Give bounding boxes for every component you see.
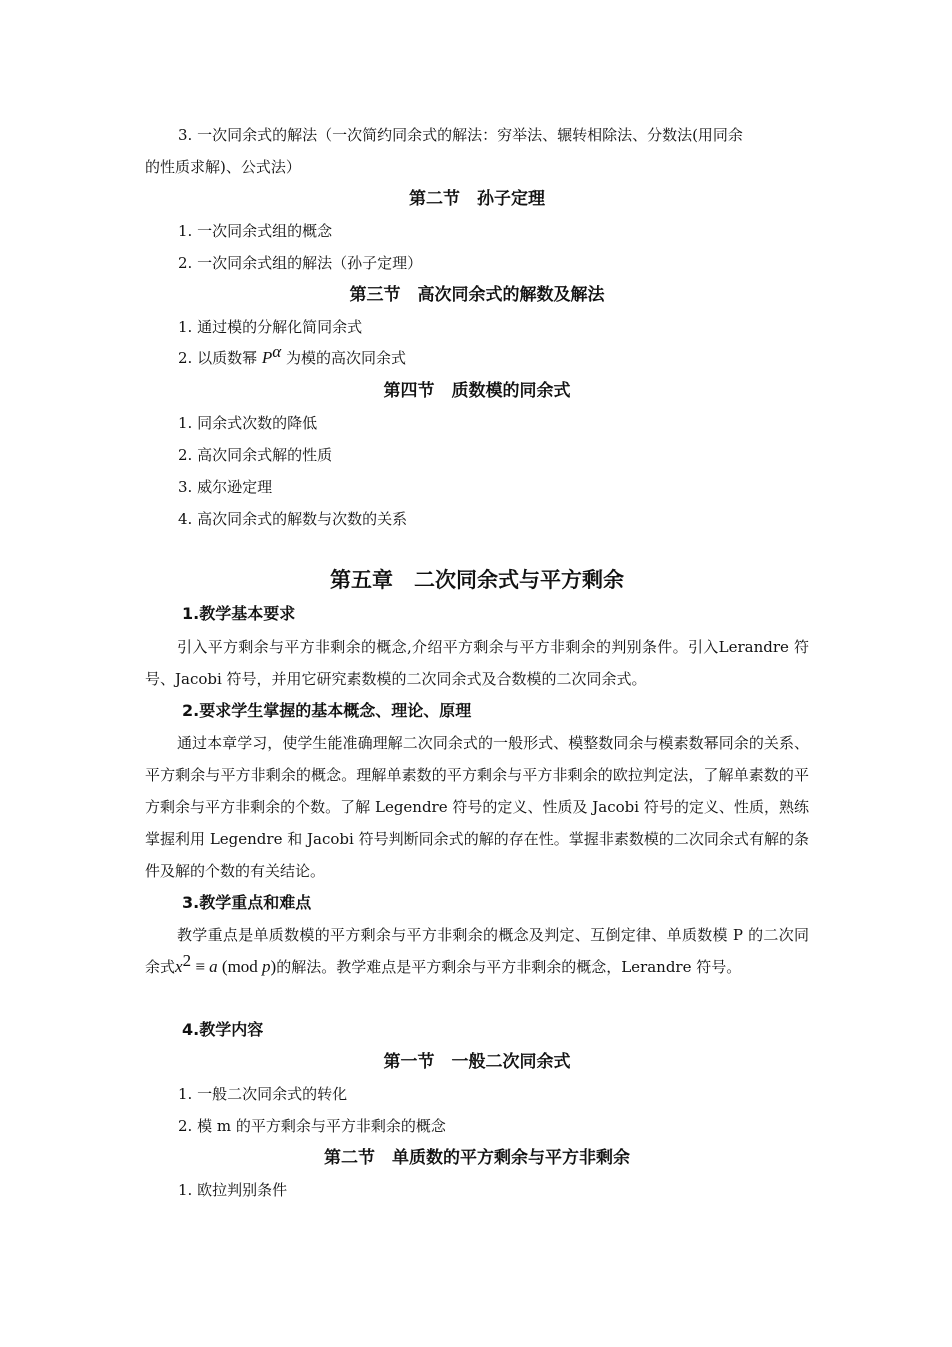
ch4-sec4-item-2: 2. 高次同余式解的性质 xyxy=(178,446,333,464)
ch4-section3-title: 第三节 高次同余式的解数及解法 xyxy=(349,285,605,305)
formula-p: p xyxy=(262,957,271,976)
ch5-sec2-item-1: 1. 欧拉判别条件 xyxy=(178,1181,288,1199)
ch5-heading-4: 4.教学内容 xyxy=(182,1020,264,1039)
formula-congruent: ≡ xyxy=(191,957,210,976)
formula-close-paren: ) xyxy=(270,957,277,976)
ch4-sec2-item-1: 1. 一次同余式组的概念 xyxy=(178,222,333,240)
formula-alpha-exponent: α xyxy=(272,342,282,361)
ch5-sec1-item-1: 1. 一般二次同余式的转化 xyxy=(178,1085,348,1103)
ch4-item3-line1: 3. 一次同余式的解法（一次简约同余式的解法：穷举法、辗转相除法、分数法(用同余 xyxy=(178,126,743,144)
ch5-paragraph-2: 通过本章学习，使学生能准确理解二次同余式的一般形式、模整数同余与模素数幂同余的关系、平方剩余与平方非剩余的概念。理解单素数的平方剩余与平方非剩余的欧拉判定法，了解单素数的平方剩余与平方非剩余的个数。了解 Legendre 符号的定义、性质及 Jacobi 符号的定义、性质，熟练掌握利用 Legendre 和 Jacobi 符号判断同余式的解的存在性。掌握非素数模的二次同余式有解的条件及解的个数的有关结论。 xyxy=(145,734,809,880)
sec3-item2-suffix: 为模的高次同余式 xyxy=(281,349,406,367)
ch5-heading-3: 3.教学重点和难点 xyxy=(182,893,312,912)
ch4-sec4-item-3: 3. 威尔逊定理 xyxy=(178,478,273,496)
formula-p-base: P xyxy=(261,348,273,367)
ch5-paragraph-1: 引入平方剩余与平方非剩余的概念,介绍平方剩余与平方非剩余的判别条件。引入Lerandre 符号、Jacobi 符号，并用它研究素数模的二次同余式及合数模的二次同余式。 xyxy=(145,638,809,688)
ch4-sec3-item-2 xyxy=(178,342,406,369)
chapter5-title: 第五章 二次同余式与平方剩余 xyxy=(330,568,624,592)
ch5-paragraph-3 xyxy=(145,919,809,983)
ch5-heading-1: 1.教学基本要求 xyxy=(182,604,296,623)
ch4-item3-line2: 的性质求解)、公式法） xyxy=(145,158,301,176)
formula-x-exponent: 2 xyxy=(182,951,192,970)
ch5-section1-title: 第一节 一般二次同余式 xyxy=(383,1052,571,1072)
formula-x: x xyxy=(175,957,183,976)
sec3-item2-prefix: 2. 以质数幂 xyxy=(178,349,262,367)
ch5-heading-2: 2.要求学生掌握的基本概念、理论、原理 xyxy=(182,701,472,720)
ch4-section2-title: 第二节 孙子定理 xyxy=(409,189,545,209)
ch5-sec1-item-2: 2. 模 m 的平方剩余与平方非剩余的概念 xyxy=(178,1117,446,1135)
ch4-sec4-item-4: 4. 高次同余式的解数与次数的关系 xyxy=(178,510,408,528)
formula-mod: (mod xyxy=(217,957,263,976)
ch5-section2-title: 第二节 单质数的平方剩余与平方非剩余 xyxy=(324,1148,630,1168)
ch4-sec4-item-1: 1. 同余式次数的降低 xyxy=(178,414,318,432)
ch4-sec3-item-1: 1. 通过模的分解化简同余式 xyxy=(178,318,363,336)
formula-a: a xyxy=(209,957,218,976)
ch4-sec2-item-2: 2. 一次同余式组的解法（孙子定理） xyxy=(178,254,423,272)
p3-prefix: 教学重点是单质数模的平方剩余与平方非剩余的概念及判定、互倒定律、单质数模 P 的二次同余式 xyxy=(145,926,809,976)
ch4-section4-title: 第四节 质数模的同余式 xyxy=(383,381,571,401)
p3-suffix: 的解法。教学难点是平方剩余与平方非剩余的概念，Lerandre 符号。 xyxy=(276,958,742,976)
